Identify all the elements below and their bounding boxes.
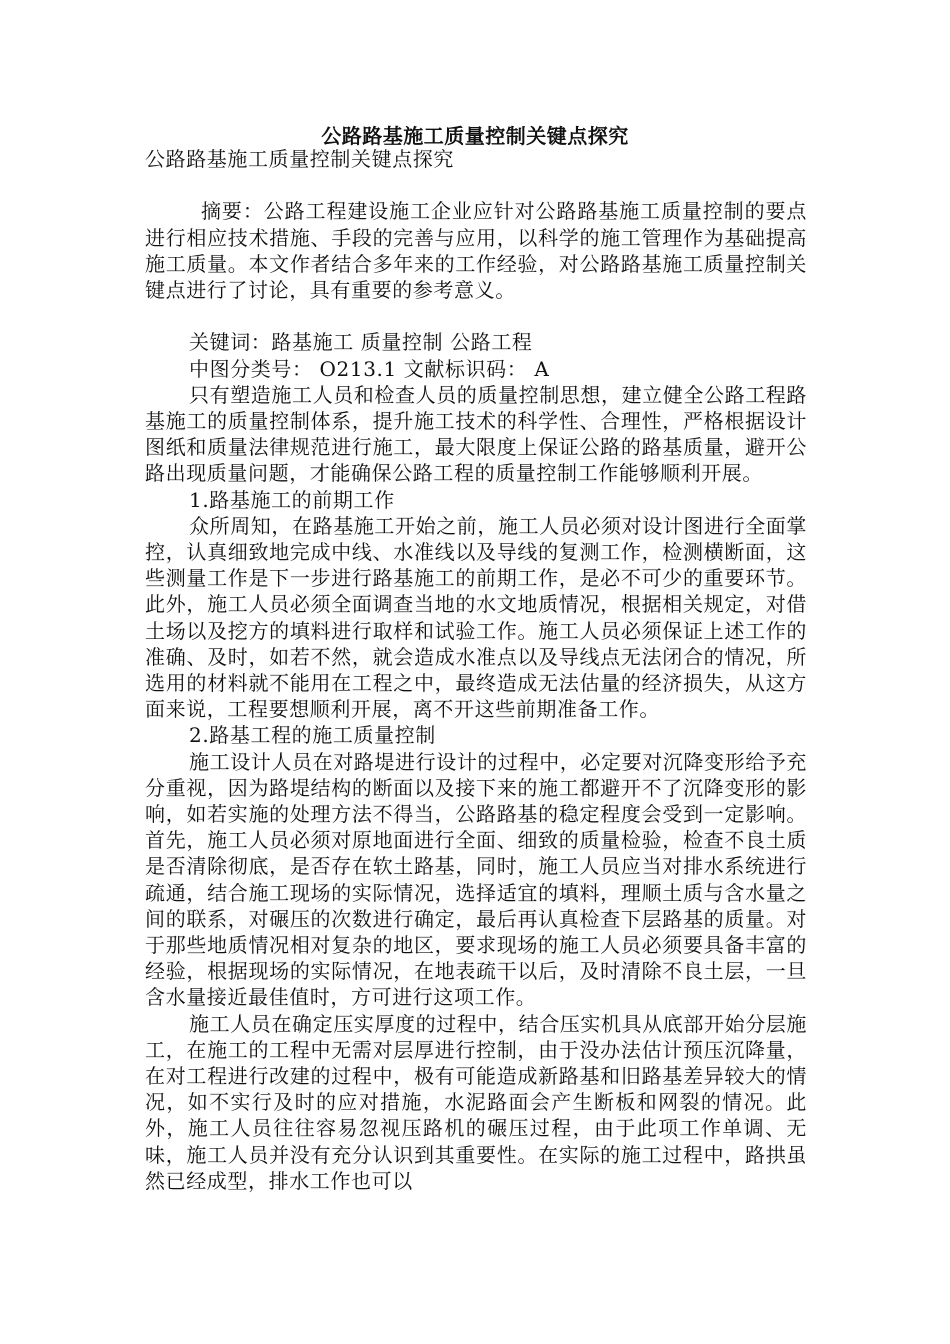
body-paragraph: 施工设计人员在对路堤进行设计的过程中，必定要对沉降变形给予充分重视，因为路堤结构的断面以及接下来的施工都避开不了沉降变形的影响，如若实施的处理方法不得当，公路路基的稳定程度会受到一定影响。首先，施工人员必须对原地面进行全面、细致的质量检验，检查不良土质是否清除彻底，是否存在软土路基，同时，施工人员应当对排水系统进行疏通，结合施工现场的实际情况，选择适宜的填料，理顺土质与含水量之间的联系，对碾压的次数进行确定，最后再认真检查下层路基的质量。对于那些地质情况相对复杂的地区，要求现场的施工人员必须要具备丰富的经验，根据现场的实际情况，在地表疏干以后，及时清除不良土层，一旦含水量接近最佳值时，方可进行这项工作。 [145,749,807,1010]
section-heading: 1.路基施工的前期工作 [189,487,395,512]
classification-line: 中图分类号： O213.1 文献标识码： A [189,356,550,381]
body-paragraph: 众所周知，在路基施工开始之前，施工人员必须对设计图进行全面掌控，认真细致地完成中线、水准线以及导线的复测工作，检测横断面，这些测量工作是下一步进行路基施工的前期工作，是必不可少的重要环节。此外，施工人员必须全面调查当地的水文地质情况，根据相关规定，对借土场以及挖方的填料进行取样和试验工作。施工人员必须保证上述工作的准确、及时，如若不然，就会造成水准点以及导线点无法闭合的情况，所选用的材料就不能用在工程之中，最终造成无法估量的经济损失，从这方面来说，工程要想顺利开展，离不开这些前期准备工作。 [145,513,807,722]
abstract-paragraph: 摘要：公路工程建设施工企业应针对公路路基施工质量控制的要点进行相应技术措施、手段的完善与应用，以科学的施工管理作为基础提高施工质量。本文作者结合多年来的工作经验，对公路路基施工质量控制关键点进行了讨论，具有重要的参考意义。 [145,199,807,302]
document-title: 公路路基施工质量控制关键点探究 [321,124,629,148]
spacer [145,303,807,329]
section-heading: 2.路基工程的施工质量控制 [189,723,436,748]
spacer [145,172,807,198]
document-subtitle: 公路路基施工质量控制关键点探究 [145,147,454,171]
document-body [145,146,807,1194]
body-paragraph: 施工人员在确定压实厚度的过程中，结合压实机具从底部开始分层施工，在施工的工程中无需对层厚进行控制，由于没办法估计预压沉降量，在对工程进行改建的过程中，极有可能造成新路基和旧路基差异较大的情况，如不实行及时的应对措施，水泥路面会产生断板和网裂的情况。此外，施工人员往往容易忽视压路机的碾压过程，由于此项工作单调、无味，施工人员并没有充分认识到其重要性。在实际的施工过程中，路拱虽然已经成型，排水工作也可以 [145,1011,807,1193]
body-paragraph: 只有塑造施工人员和检查人员的质量控制思想，建立健全公路工程路基施工的质量控制体系，提升施工技术的科学性、合理性，严格根据设计图纸和质量法律规范进行施工，最大限度上保证公路的路基质量，避开公路出现质量问题，才能确保公路工程的质量控制工作能够顺利开展。 [145,382,807,486]
keywords-line: 关键词：路基施工 质量控制 公路工程 [189,330,533,355]
